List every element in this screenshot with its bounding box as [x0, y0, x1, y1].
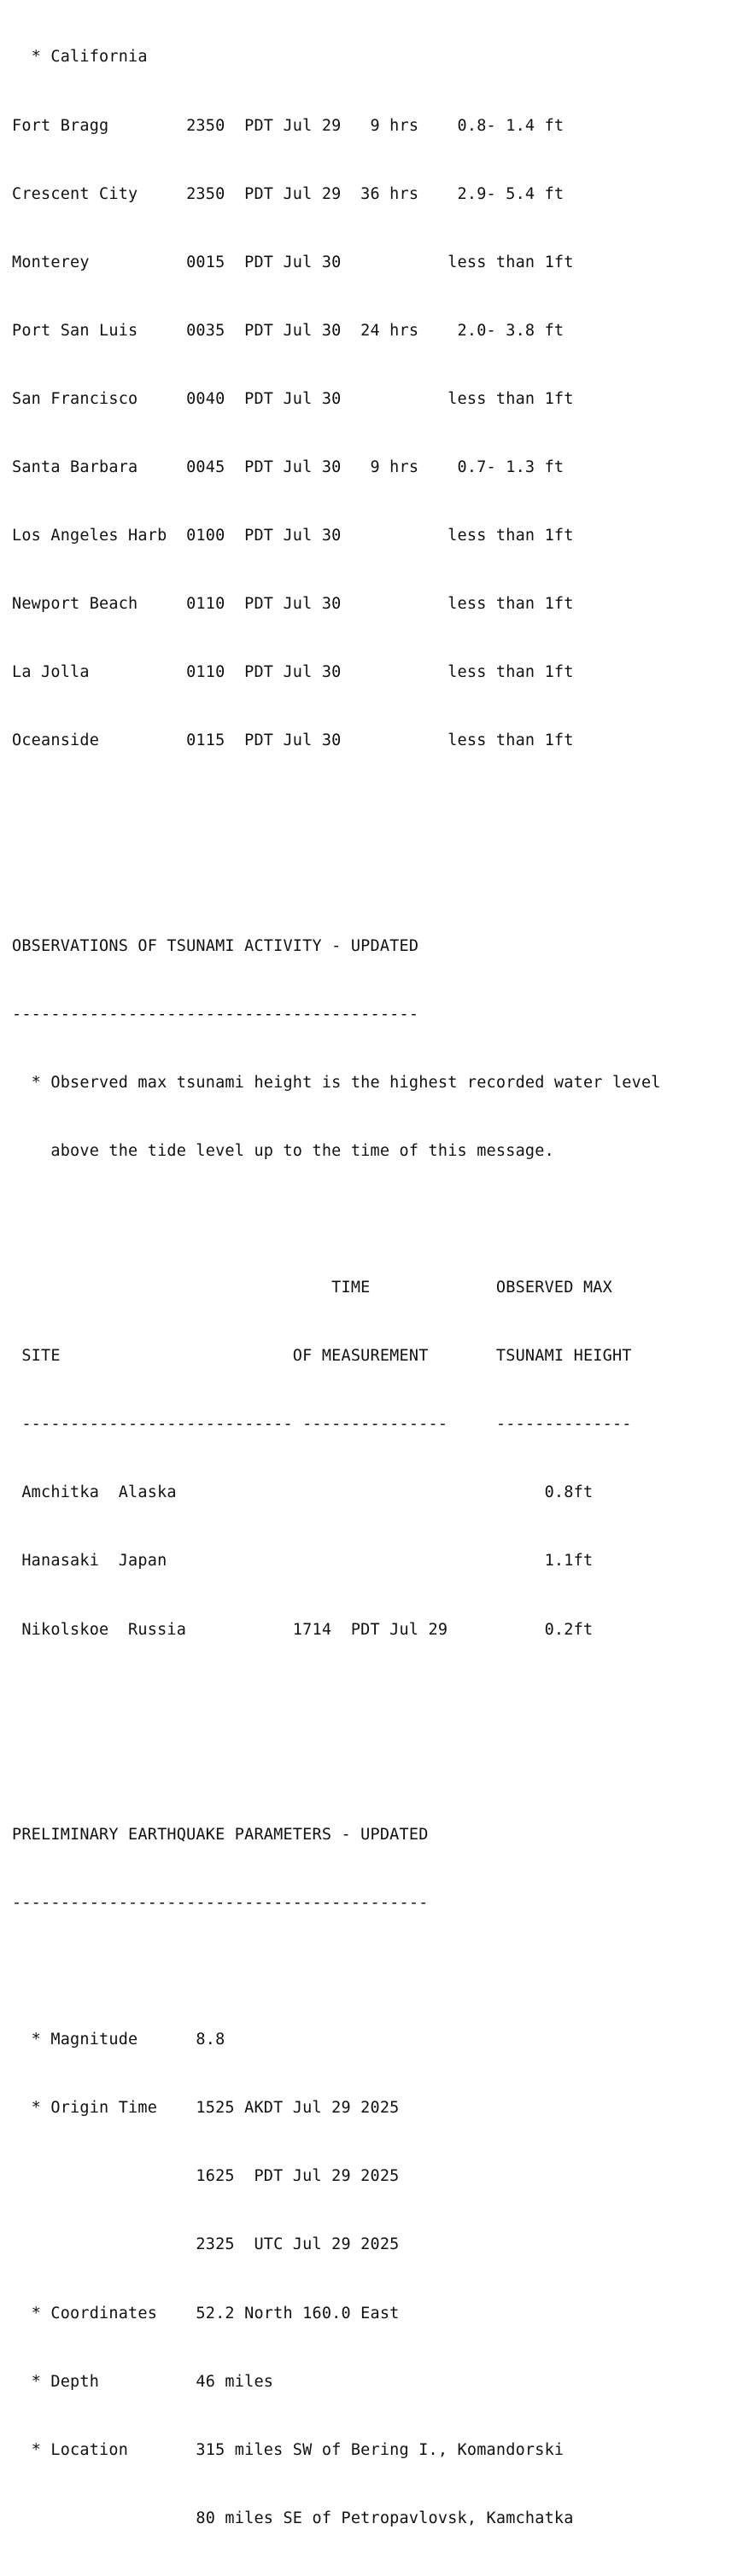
parameter-depth: * Depth 46 miles — [12, 2372, 274, 2391]
forecast-row-monterey: Monterey 0015 PDT Jul 30 less than 1ft — [12, 253, 574, 271]
forecast-row-la-jolla: La Jolla 0110 PDT Jul 30 less than 1ft — [12, 663, 574, 682]
observations-heading: OBSERVATIONS OF TSUNAMI ACTIVITY - UPDATED — [12, 936, 419, 955]
observation-row-nikolskoe: Nikolskoe Russia 1714 PDT Jul 29 0.2ft — [12, 1620, 594, 1639]
parameter-origin-time-akdt: * Origin Time 1525 AKDT Jul 29 2025 — [12, 2099, 400, 2118]
blank-line — [12, 798, 661, 821]
region-heading-california: * California — [12, 48, 148, 67]
forecast-row-oceanside: Oceanside 0115 PDT Jul 30 less than 1ft — [12, 731, 574, 750]
forecast-row-santa-barbara: Santa Barbara 0045 PDT Jul 30 9 hrs 0.7- 1.3 ft — [12, 458, 565, 476]
observations-column-rule: ---------------------------- --------------- -------------- — [12, 1415, 632, 1434]
parameter-location-line-1: * Location 315 miles SW of Bering I., Komandorski — [12, 2440, 565, 2459]
blank-line — [12, 1687, 661, 1711]
parameter-origin-time-pdt: 1625 PDT Jul 29 2025 — [12, 2167, 400, 2186]
forecast-row-crescent-city: Crescent City 2350 PDT Jul 29 36 hrs 2.9- 5.4 ft — [12, 184, 565, 203]
blank-line — [12, 867, 661, 890]
forecast-row-los-angeles-harb: Los Angeles Harb 0100 PDT Jul 30 less than 1ft — [12, 527, 574, 545]
observations-heading-rule: ------------------------------------------ — [12, 1005, 419, 1023]
earthquake-parameters-heading-rule: ------------------------------------------- — [12, 1893, 429, 1912]
observations-note-line-1: * Observed max tsunami height is the highest recorded water level — [12, 1073, 661, 1092]
observations-column-header-1: TIME OBSERVED MAX — [12, 1279, 612, 1297]
blank-line — [12, 1209, 661, 1232]
parameter-magnitude: * Magnitude 8.8 — [12, 2031, 225, 2049]
observations-note-line-2: above the tide level up to the time of this message. — [12, 1141, 554, 1160]
forecast-row-san-francisco: San Francisco 0040 PDT Jul 30 less than 1ft — [12, 389, 574, 408]
observation-row-amchitka: Amchitka Alaska 0.8ft — [12, 1483, 594, 1502]
bulletin-text — [12, 1, 661, 2576]
observation-row-hanasaki: Hanasaki Japan 1.1ft — [12, 1552, 594, 1571]
parameter-location-line-2: 80 miles SE of Petropavlovsk, Kamchatka — [12, 2509, 574, 2527]
earthquake-parameters-heading: PRELIMINARY EARTHQUAKE PARAMETERS - UPDATED — [12, 1825, 429, 1844]
forecast-row-newport-beach: Newport Beach 0110 PDT Jul 30 less than 1ft — [12, 595, 574, 614]
blank-line — [12, 1961, 661, 1984]
parameter-origin-time-utc: 2325 UTC Jul 29 2025 — [12, 2235, 400, 2254]
observations-column-header-2: SITE OF MEASUREMENT TSUNAMI HEIGHT — [12, 1347, 632, 1366]
forecast-row-fort-bragg: Fort Bragg 2350 PDT Jul 29 9 hrs 0.8- 1.4 ft — [12, 116, 565, 135]
forecast-row-port-san-luis: Port San Luis 0035 PDT Jul 30 24 hrs 2.0- 3.8 ft — [12, 321, 565, 340]
blank-line — [12, 1756, 661, 1779]
parameter-coordinates: * Coordinates 52.2 North 160.0 East — [12, 2304, 400, 2322]
